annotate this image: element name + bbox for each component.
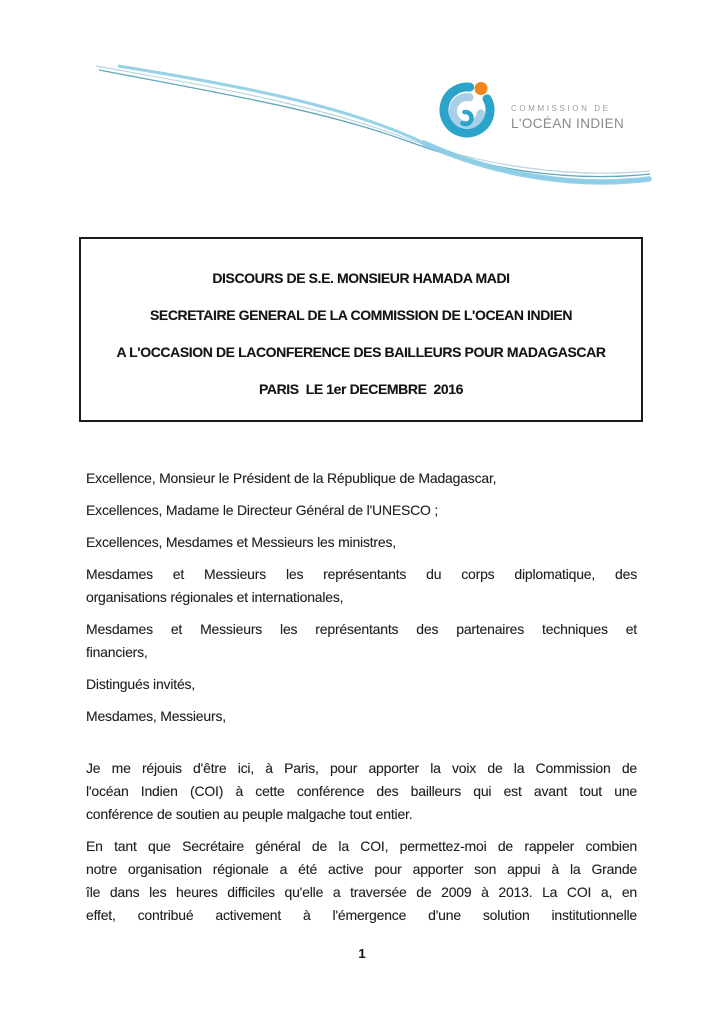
text-line: En tant que Secrétaire général de la COI, permettez-moi de rappeler combien (86, 838, 637, 854)
coi-logo (434, 77, 664, 147)
text-line: A L'OCCASION DE LACONFERENCE DES BAILLEURS POUR MADAGASCAR (116, 344, 606, 360)
salutation-unesco (86, 499, 637, 522)
text-line: SECRETAIRE GENERAL DE LA COMMISSION DE L'OCEAN INDIEN (149, 307, 573, 323)
logo-org-line2: L'OCÉAN INDIEN (511, 116, 625, 131)
text-line: Mesdames, Messieurs, (86, 708, 226, 724)
salutation-invites (86, 673, 637, 696)
text-line: Excellences, Mesdames et Messieurs les ministres, (86, 534, 396, 550)
text-line: organisations régionales et internationales, (86, 589, 344, 605)
text-line: Distingués invités, (86, 676, 196, 692)
orange-dot-icon (475, 82, 488, 95)
title-box (79, 237, 643, 422)
paragraph-je-me-rejouis (86, 757, 637, 826)
salutation-partenaires (86, 618, 637, 664)
text-line: PARIS LE 1er DECEMBRE 2016 (258, 381, 464, 397)
salutation-ministres (86, 531, 637, 554)
salutation-president (86, 467, 637, 490)
page-number: 1 (358, 946, 366, 961)
coi-logo-icon (434, 77, 500, 143)
text-line: Mesdames et Messieurs les représentants du corps diplomatique, des (86, 566, 637, 582)
text-line: Je me réjouis d'être ici, à Paris, pour apporter la voix de la Commission de (86, 760, 637, 776)
logo-org-line1: COMMISSION DE (511, 104, 611, 113)
paragraph-en-tant-que (86, 835, 637, 927)
logo-wordmark (511, 104, 624, 132)
salutation-mesdames-messieurs (86, 705, 637, 728)
text-line: conférence de soutien au peuple malgache tout entier. (86, 806, 413, 822)
text-line: effet, contribué activement à l'émergence d'une solution institutionnelle (86, 907, 637, 923)
text-line: Excellences, Madame le Directeur Général de l'UNESCO ; (86, 502, 439, 518)
text-line: notre organisation régionale a été active pour apporter son appui à la Grande (86, 861, 637, 877)
text-line: financiers, (86, 644, 148, 660)
text-line: Mesdames et Messieurs les représentants des partenaires techniques et (86, 621, 637, 637)
text-line: Excellence, Monsieur le Président de la République de Madagascar, (86, 470, 497, 486)
salutation-corps-diplomatique (86, 563, 637, 609)
text-line: île dans les heures difficiles qu'elle a traversée de 2009 à 2013. La COI a, en (86, 884, 637, 900)
text-line: DISCOURS DE S.E. MONSIEUR HAMADA MADI (212, 270, 510, 286)
text-line: l'océan Indien (COI) à cette conférence des bailleurs qui est avant tout une (86, 783, 637, 799)
body-text (86, 467, 637, 936)
